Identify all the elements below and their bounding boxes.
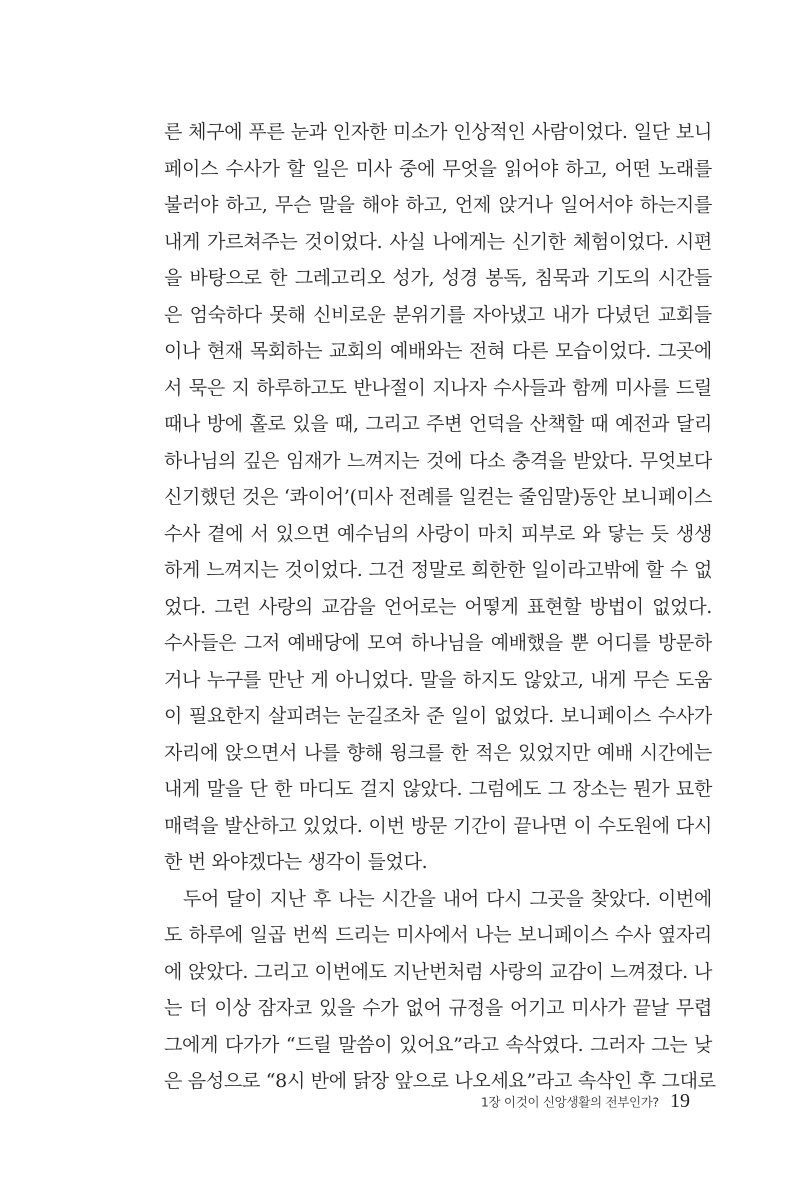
text-line: 은 엄숙하다 못해 신비로운 분위기를 자아냈고 내가 다녔던 교회들 — [164, 303, 712, 326]
text-line: 도 하루에 일곱 번씩 드리는 미사에서 나는 보니페이스 수사 옆자리 — [164, 924, 712, 946]
text-line: 불러야 하고, 무슨 말을 해야 하고, 언제 앉거나 일어서야 하는지를 — [164, 194, 712, 216]
text-line: 신기했던 것은 ‘콰이어’(미사 전례를 일컫는 줄임말)동안 보니페이스 — [164, 486, 712, 508]
page-footer — [460, 1090, 690, 1113]
text-line: 수사 곁에 서 있으면 예수님의 사랑이 마치 피부로 와 닿는 듯 생생 — [164, 522, 712, 545]
text-line: 이나 현재 목회하는 교회의 예배와는 전혀 다른 모습이었다. 그곳에 — [164, 340, 712, 362]
text-line: 은 음성으로 “8시 반에 닭장 앞으로 나오세요”라고 속삭인 후 그대로 — [164, 1070, 716, 1092]
text-line: 페이스 수사가 할 일은 미사 중에 무엇을 읽어야 하고, 어떤 노래를 — [164, 157, 712, 180]
text-line: 두어 달이 지난 후 나는 시간을 내어 다시 그곳을 찾았다. 이번에 — [183, 887, 712, 910]
text-line: 한 번 와야겠다는 생각이 들었다. — [164, 851, 428, 873]
text-line: 내게 말을 단 한 마디도 걸지 않았다. 그럼에도 그 장소는 뭔가 묘한 — [164, 778, 712, 800]
text-line: 이 필요한지 살피려는 눈길조차 준 일이 없었다. 보니페이스 수사가 — [164, 705, 712, 727]
body-text — [164, 114, 716, 1100]
text-line: 하나님의 깊은 임재가 느껴지는 것에 다소 충격을 받았다. 무엇보다 — [164, 449, 712, 472]
text-line: 매력을 발산하고 있었다. 이번 방문 기간이 끝나면 이 수도원에 다시 — [164, 814, 712, 837]
text-line: 내게 가르쳐주는 것이었다. 사실 나에게는 신기한 체험이었다. 시편 — [164, 230, 712, 253]
paragraph-2 — [164, 881, 716, 1100]
text-line: 을 바탕으로 한 그레고리오 성가, 성경 봉독, 침묵과 기도의 시간들 — [164, 267, 712, 289]
text-line: 었다. 그런 사랑의 교감을 언어로는 어떻게 표현할 방법이 없었다. — [164, 595, 712, 618]
running-head: 1장 이것이 신앙생활의 전부인가? — [480, 1094, 659, 1110]
text-line: 서 묵은 지 하루하고도 반나절이 지나자 수사들과 함께 미사를 드릴 — [164, 376, 712, 399]
text-line: 그에게 다가가 “드릴 말씀이 있어요”라고 속삭였다. 그러자 그는 낮 — [164, 1033, 712, 1056]
text-line: 른 체구에 푸른 눈과 인자한 미소가 인상적인 사람이었다. 일단 보니 — [164, 121, 712, 143]
text-line: 때나 방에 홀로 있을 때, 그리고 주변 언덕을 산책할 때 예전과 달리 — [164, 413, 712, 435]
text-line: 자리에 앉으면서 나를 향해 윙크를 한 적은 있었지만 예배 시간에는 — [164, 741, 712, 764]
text-line: 수사들은 그저 예배당에 모여 하나님을 예배했을 뿐 어디를 방문하 — [164, 632, 712, 654]
paragraph-1 — [164, 114, 712, 881]
text-line: 하게 느껴지는 것이었다. 그건 정말로 희한한 일이라고밖에 할 수 없 — [164, 559, 712, 581]
text-line: 는 더 이상 잠자코 있을 수가 없어 규정을 어기고 미사가 끝날 무렵 — [164, 997, 712, 1019]
text-line: 거나 누구를 만난 게 아니었다. 말을 하지도 않았고, 내게 무슨 도움 — [164, 668, 712, 691]
page-number: 19 — [670, 1090, 690, 1112]
text-line: 에 앉았다. 그리고 이번에도 지난번처럼 사랑의 교감이 느껴졌다. 나 — [164, 960, 712, 983]
